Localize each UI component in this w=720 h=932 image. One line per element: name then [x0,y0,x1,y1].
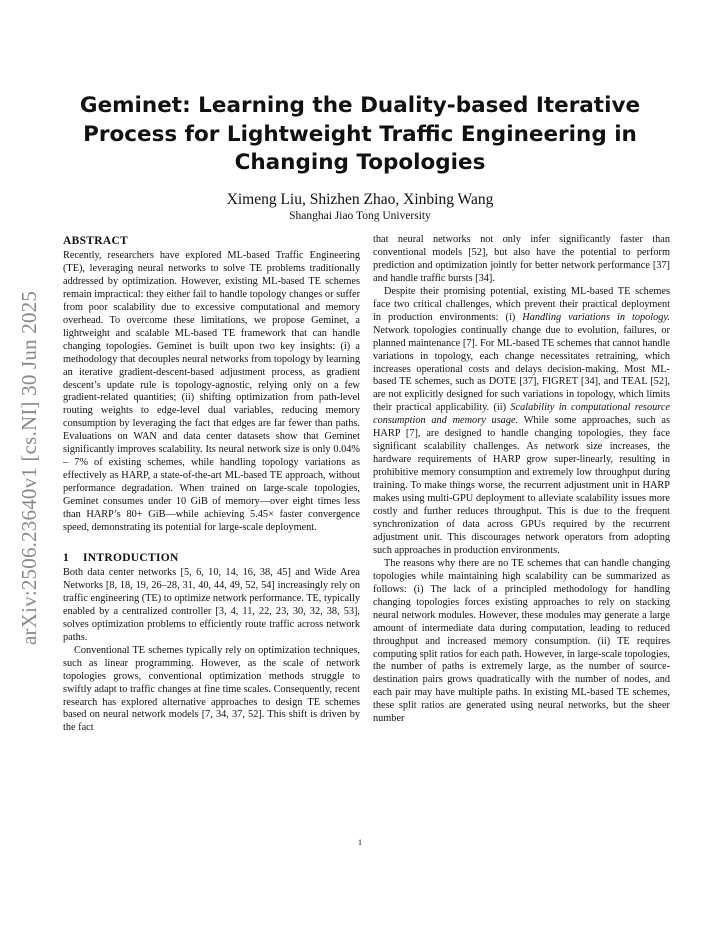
affiliation: Shanghai Jiao Tong University [289,210,431,222]
p4-italic-scalability: Scalability in computational resource consumption and memory usage. [373,402,671,427]
abstract-text: Recently, researchers have explored ML-based Traffic Engineering (TE), leveraging neural networks to solve TE problems traditionally addressed by optimization. However, existing ML-based TE schemes remain impractical: they either fail to handle topology changes or suffer from poor scalability due to excessive computational and memory overhead. To overcome these limitations, we propose Geminet, a lightweight and scalable ML-based TE framework that can handle changing topologies. Geminet is built upon two key insights: (i) a methodology that decouples neural networks from topology by learning an iterative gradient-descent-based adjustment process, as gradient descent’s update rule is topology-agnostic, relying only on a few gradient-related quantities; (ii) shifting optimization from path-level routing weights to edge-level dual variables, reducing memory consumption by leveraging the fact that edges are far fewer than paths. Evaluations on WAN and data center datasets show that Geminet significantly improves scalability. Its neural network size is only 0.04% – 7% of existing schemes, while handling topology variations as effectively as HARP, a state-of-the-art ML-based TE approach, without performance degradation. When trained on large-scale topologies, Geminet consumes under 10 GiB of memory—over eight times less than HARP’s 80+ GiB—while achieving 5.45× faster convergence speed, demonstrating its potential for large-scale deployment. [63,250,360,534]
p4-text-a: Despite their promising potential, existing ML-based TE schemes face two critical challenges, which prevent their practical deployment in production environments: (i) [373,285,670,323]
page-number: 1 [357,837,363,847]
intro-paragraph-5: The reasons why there are no TE schemes that can handle changing topologies while maintaining high scalability can be summarized as follows: (i) The lack of a principled methodology for handling changing topologies forces existing approaches to rely on stacking neural network modules. However, these modules may generate a large amount of intermediate data during computation, leading to reduced throughput and increased memory consumption. (ii) TE requires computing split ratios for each path. However, in large-scale topologies, the number of paths is extremely large, as the number of source-destination pairs grows quadratically with the number of nodes, and each pair may have multiple paths. In existing ML-based TE schemes, these split ratios are generated using neural networks, but the sheer number [373,557,670,725]
left-column [63,234,360,735]
intro-heading [63,551,360,565]
abstract-heading: ABSTRACT [63,235,129,247]
intro-paragraph-2: Conventional TE schemes typically rely on optimization techniques, such as linear programming. However, as the scale of network topologies grows, conventional optimization methods struggle to swiftly adapt to traffic changes at fine time scales. Consequently, recent research has explored alternative approaches to design TE schemes based on neural network models [7, 34, 37, 52]. This shift is driven by the fact [63,644,360,734]
p4-text-c: While some approaches, such as HARP [7], are designed to handle changing topologies, they face significant scalability challenges. As network size increases, the hardware requirements of HARP grow super-linearly, resulting in prohibitive memory consumption and extremely low throughput during training. To make things worse, the recurrent adjustment unit in HARP makes using multi-GPU deployment to alleviate scalability issues more costly and further reduces throughput. This is due to the frequent synchronization of data across GPUs required by the recurrent adjustment unit. This discourages network operators from adopting such approaches in production environments. [373,415,671,556]
intro-paragraph-1: Both data center networks [5, 6, 10, 14, 16, 38, 45] and Wide Area Networks [8, 18, 19, 26–28, 31, 40, 44, 49, 52, 54] increasingly rely on traffic engineering (TE) to optimize network performance. TE, typically enabled by a centralized controller [3, 4, 11, 22, 23, 30, 32, 38, 53], solves optimization problems to efficiently route traffic across network paths. [63,566,360,643]
section-number: 1 [63,551,70,564]
intro-paragraph-3: that neural networks not only infer significantly faster than conventional models [52], but also have the potential to perform prediction and optimization jointly for better network performance [37] and handle traffic bursts [34]. [373,234,670,284]
arxiv-stamp: arXiv:2506.23640v1 [cs.NI] 30 Jun 2025 [17,290,41,646]
intro-paragraph-4 [373,286,670,558]
section-title: INTRODUCTION [83,551,179,564]
paper-title: Geminet: Learning the Duality-based Iterative Process for Lightweight Traffic Engineering in Changing Topologies [79,93,641,175]
p4-text-b: Network topologies continually change due to evolution, failures, or planned maintenance [7]. For ML-based TE schemes that cannot handle variations in topology, each change necessitates retraining, which increases operational costs and delays decision-making. Most ML-based TE schemes, such as DOTE [37], FIGRET [34], and TEAL [52], are not explicitly designed for such variations in topology, which limits their practical applicability. (ii) [373,324,670,414]
right-column [373,234,670,726]
author-list: Ximeng Liu, Shizhen Zhao, Xinbing Wang [226,191,494,208]
p4-italic-topology: Handling variations in topology. [522,311,671,323]
